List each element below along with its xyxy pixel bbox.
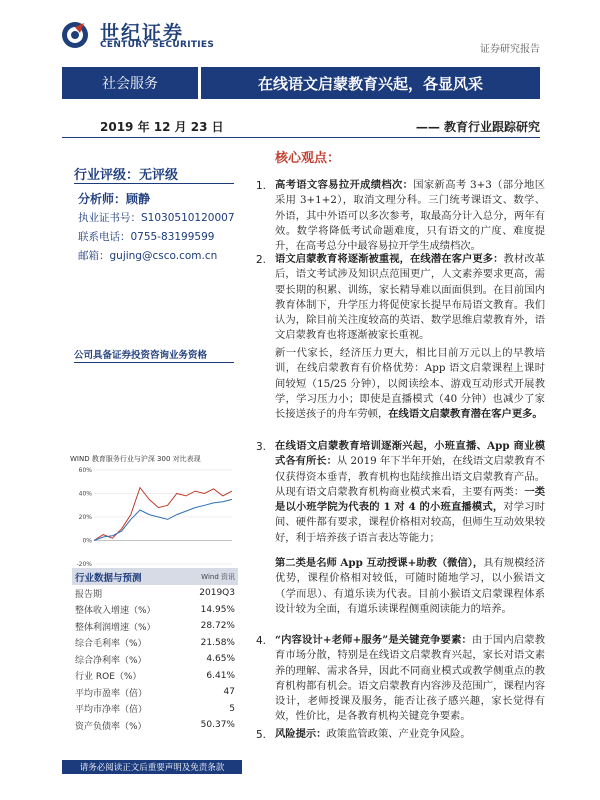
- email-address: 邮箱：gujing@csco.com.cn: [78, 250, 218, 262]
- point-4-body: 由于国内启蒙教育市场分散，特别是在线语文启蒙教育兴起，家长对语文素养的理解、需求各异，因此不同商业模式或教学侧重点的教育机构都有机会。语文启蒙教育内容涉及范围广，课程内容设计，老师授课及服务，能否让孩子感兴趣，家长觉得有效，性价比，是各教育机构关键竞争要素。: [275, 634, 545, 723]
- table-row: [72, 602, 238, 618]
- analyst-name: 分析师：顾静: [78, 192, 151, 206]
- chart-y-tick-label: 0%: [82, 537, 92, 545]
- table-row-label: 整体利润增速（%）: [75, 622, 156, 633]
- point-3-body-2: 对学习时间、硬件都有要求，课程价格相对较高，但师生互动效果较好，利于培养孩子语言表达等能力；: [275, 501, 546, 544]
- point-4-paragraph: [275, 633, 545, 725]
- table-row: [72, 618, 238, 634]
- table-row-value: 4.65%: [206, 654, 235, 664]
- title-banner: [62, 67, 540, 99]
- point-4-number: 4.: [256, 635, 267, 647]
- table-row-value: 47: [223, 687, 235, 697]
- point-5-paragraph: [275, 727, 545, 742]
- report-title: 在线语文启蒙教育兴起，各显风采: [201, 67, 540, 99]
- point-3-model-1: 一类是以小班学院为代表的 1 对 4 的小班直播模式，: [275, 485, 546, 514]
- point-1-heading: 高考语文容易拉开成绩档次：: [275, 179, 414, 191]
- sector-label: 社会服务: [62, 67, 198, 99]
- point-3-paragraph: [275, 439, 545, 546]
- point-2-body: 教材改革后，语文考试涉及知识点范围更广，人文素养要求更高，需要长期的积累、训练，家长精导难以面面俱到。在目前国内教育体制下，升学压力将促使家长提早布局语文教育。我们认为，除目前关注度较高的英语、数学思维启蒙教育外，语文启蒙教育也将逐渐被家长重视。: [275, 253, 546, 342]
- chart-y-tick-label: -20%: [76, 561, 92, 568]
- report-date: 2019 年 12 月 23 日: [100, 120, 224, 134]
- point-2-heading: 语文启蒙教育将逐渐被重视，在线潜在客户更多：: [275, 253, 504, 265]
- table-row-label: 资产负债率（%）: [75, 721, 147, 732]
- table-row: [72, 635, 238, 651]
- table-row-value: 21.58%: [200, 637, 235, 648]
- report-type-label: 证券研究报告: [480, 44, 540, 55]
- industry-rating: 行业评级：无评级: [74, 168, 179, 183]
- chart-title: WIND 教育服务行业与沪深 300 对比表现: [70, 455, 201, 463]
- table-row-value: 6.41%: [206, 670, 235, 681]
- table-row-label: 综合毛利率（%）: [75, 639, 147, 649]
- point-3-body: 从 2019 年下半年开始，在线语文启蒙教育不仅获得资本垂青，教育机构也陆续推出语文启蒙教育产品。从现有语文启蒙教育机构商业模式来看，主要有两类：: [275, 455, 545, 498]
- table-row-label: 整体收入增速（%）: [75, 606, 156, 616]
- chart-y-tick-label: 60%: [78, 467, 92, 474]
- point-4-heading: “内容设计+老师+服务”是关键竞争要素：: [275, 634, 472, 646]
- chart-series-line-2: [94, 499, 232, 540]
- point-2-number: 2.: [256, 254, 267, 266]
- point-2-paragraph: [275, 252, 545, 344]
- data-table-title: 行业数据与预测: [75, 572, 142, 584]
- license-number: 执业证书号：S1030510120007: [78, 212, 235, 224]
- point-5-heading: 风险提示：: [275, 728, 327, 740]
- qualification-divider: [74, 362, 234, 363]
- point-1-paragraph: [275, 178, 545, 254]
- report-series: —— 教育行业跟踪研究: [415, 120, 540, 134]
- data-table-source: Wind 资讯: [201, 572, 235, 581]
- company-name-cn: 世纪证券: [100, 22, 185, 44]
- chart-series-line-1: [94, 488, 232, 541]
- disclaimer-bar: 请务必阅读正文后重要声明及免责条款: [62, 760, 242, 774]
- table-row-value: 50.37%: [200, 720, 235, 730]
- header-divider: [62, 137, 540, 138]
- table-row-label: 行业 ROE（%）: [75, 672, 142, 682]
- phone-number: 联系电话：0755-83199599: [78, 231, 215, 243]
- point-2-continuation: [275, 346, 545, 422]
- chart-y-tick-label: 20%: [78, 514, 92, 521]
- point-2b-body: 新一代家长，经济压力更大，相比目前万元以上的早教培训，在线启蒙教育有价格优势：App 语文启蒙课程上课时间较短（15/25 分钟），以阅读绘本、游戏互动形式开展教学，学习压力小；即使是直播模式（40 分钟）也减少了家长接送孩子的舟车劳顿，: [275, 347, 545, 421]
- company-logo-icon: [60, 20, 94, 50]
- point-3-continuation: [275, 556, 545, 617]
- performance-chart: [72, 466, 236, 576]
- point-2b-conclusion: 在线语文启蒙教育潜在客户更多。: [388, 408, 543, 421]
- company-name-en: CENTURY SECURITIES: [100, 40, 215, 50]
- rating-divider: [74, 183, 234, 184]
- point-3-model-2: 第二类是名师 App 互动授课+助教（微信），: [275, 557, 484, 569]
- table-row: [72, 684, 238, 700]
- point-1-body: 国家新高考 3+3（部分地区采用 3+1+2），取消文理分科。三门统考课语文、数学、外语，其中外语可以多次参考，取最高分计入总分，两年有效。数学将降低考试命题难度，只有语文的广度、难度提升，在高考总分中最容易拉开学生成绩档次。: [275, 179, 545, 253]
- core-views-title: 核心观点：: [275, 151, 341, 166]
- table-row-label: 平均市盈率（倍）: [75, 688, 148, 699]
- table-row-value: 2019Q3: [199, 588, 235, 598]
- point-5-number: 5.: [256, 729, 267, 741]
- data-table-header: [72, 568, 238, 585]
- table-row-value: 28.72%: [200, 621, 235, 631]
- table-row: [72, 585, 238, 601]
- table-row: [72, 701, 238, 717]
- point-3-heading: 在线语文启蒙教育培训逐渐兴起，小班直播、App 商业模式各有所长：: [275, 440, 545, 468]
- qualification-note: 公司具备证券投资咨询业务资格: [74, 350, 208, 361]
- table-row-label: 综合净利率（%）: [75, 655, 147, 666]
- table-row-label: 报告期: [75, 589, 103, 600]
- point-3-number: 3.: [256, 441, 267, 453]
- table-row-value: 14.95%: [200, 604, 235, 615]
- chart-y-tick-label: 40%: [78, 490, 92, 498]
- point-5-body: 政策监管政策、产业竞争风险。: [326, 728, 471, 740]
- point-1-number: 1.: [256, 180, 267, 192]
- table-row: [72, 717, 238, 733]
- table-row: [72, 651, 238, 667]
- point-3b-body: 具有规模经济优势，课程价格相对较低，可随时随地学习，以小猴语文（学而思）、有道乐读为代表。目前小猴语文启蒙课程体系设计较为全面，有道乐读课程侧重阅读能力的培养。: [275, 557, 545, 615]
- table-row-label: 平均市净率（倍）: [75, 705, 148, 715]
- table-row-value: 5: [229, 703, 235, 714]
- table-row: [72, 668, 238, 684]
